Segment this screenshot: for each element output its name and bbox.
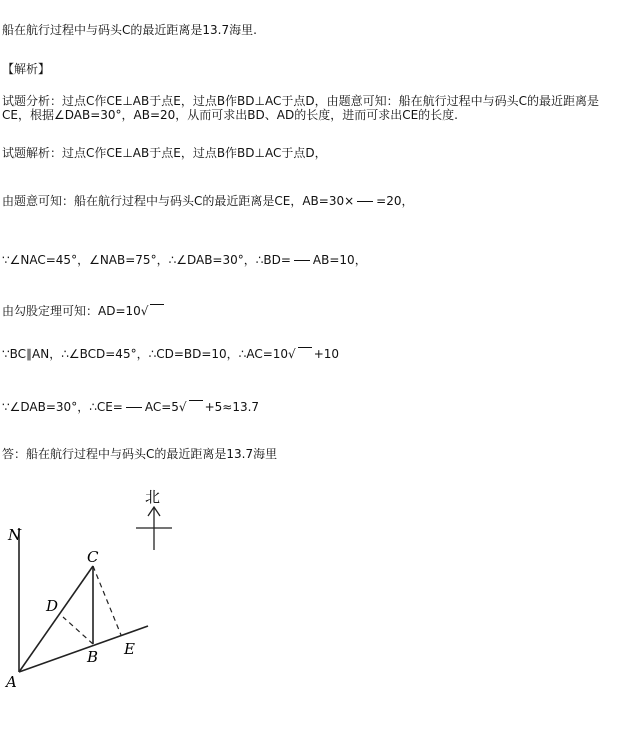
sqrt-icon: √ [288, 347, 296, 361]
sqrt-icon: √ [178, 400, 187, 414]
step-3-text: 由勾股定理可知：AD=10 [2, 304, 141, 318]
fraction-bar [357, 201, 373, 202]
sqrt-icon: √ [140, 304, 149, 318]
sqrt-vinculum [298, 347, 312, 358]
label-B: B [87, 648, 99, 666]
sqrt-vinculum [189, 400, 203, 411]
step-4-text-a: ∵BC∥AN，∴∠BCD=45°，∴CD=BD=10，∴AC=10 [2, 347, 289, 361]
geometry-figure [0, 480, 200, 710]
sqrt-vinculum [150, 304, 164, 315]
step-5-text-a: ∵∠DAB=30°，∴CE= [2, 400, 123, 414]
label-D: D [46, 597, 59, 615]
fraction-bar [126, 407, 142, 408]
step-5-text-b: AC=5 [144, 400, 179, 414]
line-BD-dashed [63, 617, 93, 644]
section-header: 【解析】 [2, 62, 51, 76]
step-4-text-b: +10 [313, 347, 340, 361]
analysis-text: 试题分析：过点C作CE⊥AB于点E，过点B作BD⊥AC于点D，由题意可知：船在航行过程中与码头C的最近距离是CE，根据∠DAB=30°，AB=20，从而可求出BD、AD的长度，进而可求出CE的长度. [2, 94, 599, 122]
line-CE-dashed [93, 566, 121, 635]
solution-intro: 试题解析：过点C作CE⊥AB于点E，过点B作BD⊥AC于点D， [2, 146, 327, 160]
step-2-text-a: ∵∠NAC=45°，∠NAB=75°，∴∠DAB=30°，∴BD= [2, 253, 291, 267]
step-2 [2, 253, 367, 267]
north-arrow-icon [136, 507, 172, 550]
label-C: C [87, 548, 99, 566]
final-answer: 答：船在航行过程中与码头C的最近距离是13.7海里 [2, 447, 278, 461]
north-label: 北 [145, 488, 161, 506]
label-A: A [6, 673, 17, 691]
step-1-text-b: =20， [376, 194, 414, 208]
fraction-bar [294, 260, 310, 261]
step-5 [2, 400, 259, 414]
step-5-text-c: +5≈13.7 [204, 400, 260, 414]
label-N: N [8, 526, 22, 544]
step-1 [2, 194, 414, 208]
line-AC [19, 566, 93, 672]
step-2-text-b: AB=10， [312, 253, 367, 267]
step-3 [2, 304, 166, 318]
answer-top: 船在航行过程中与码头C的最近距离是13.7海里. [2, 23, 257, 37]
label-E: E [124, 640, 135, 658]
step-4 [2, 347, 339, 361]
step-1-text-a: 由题意可知：船在航行过程中与码头C的最近距离是CE，AB=30× [2, 194, 355, 208]
